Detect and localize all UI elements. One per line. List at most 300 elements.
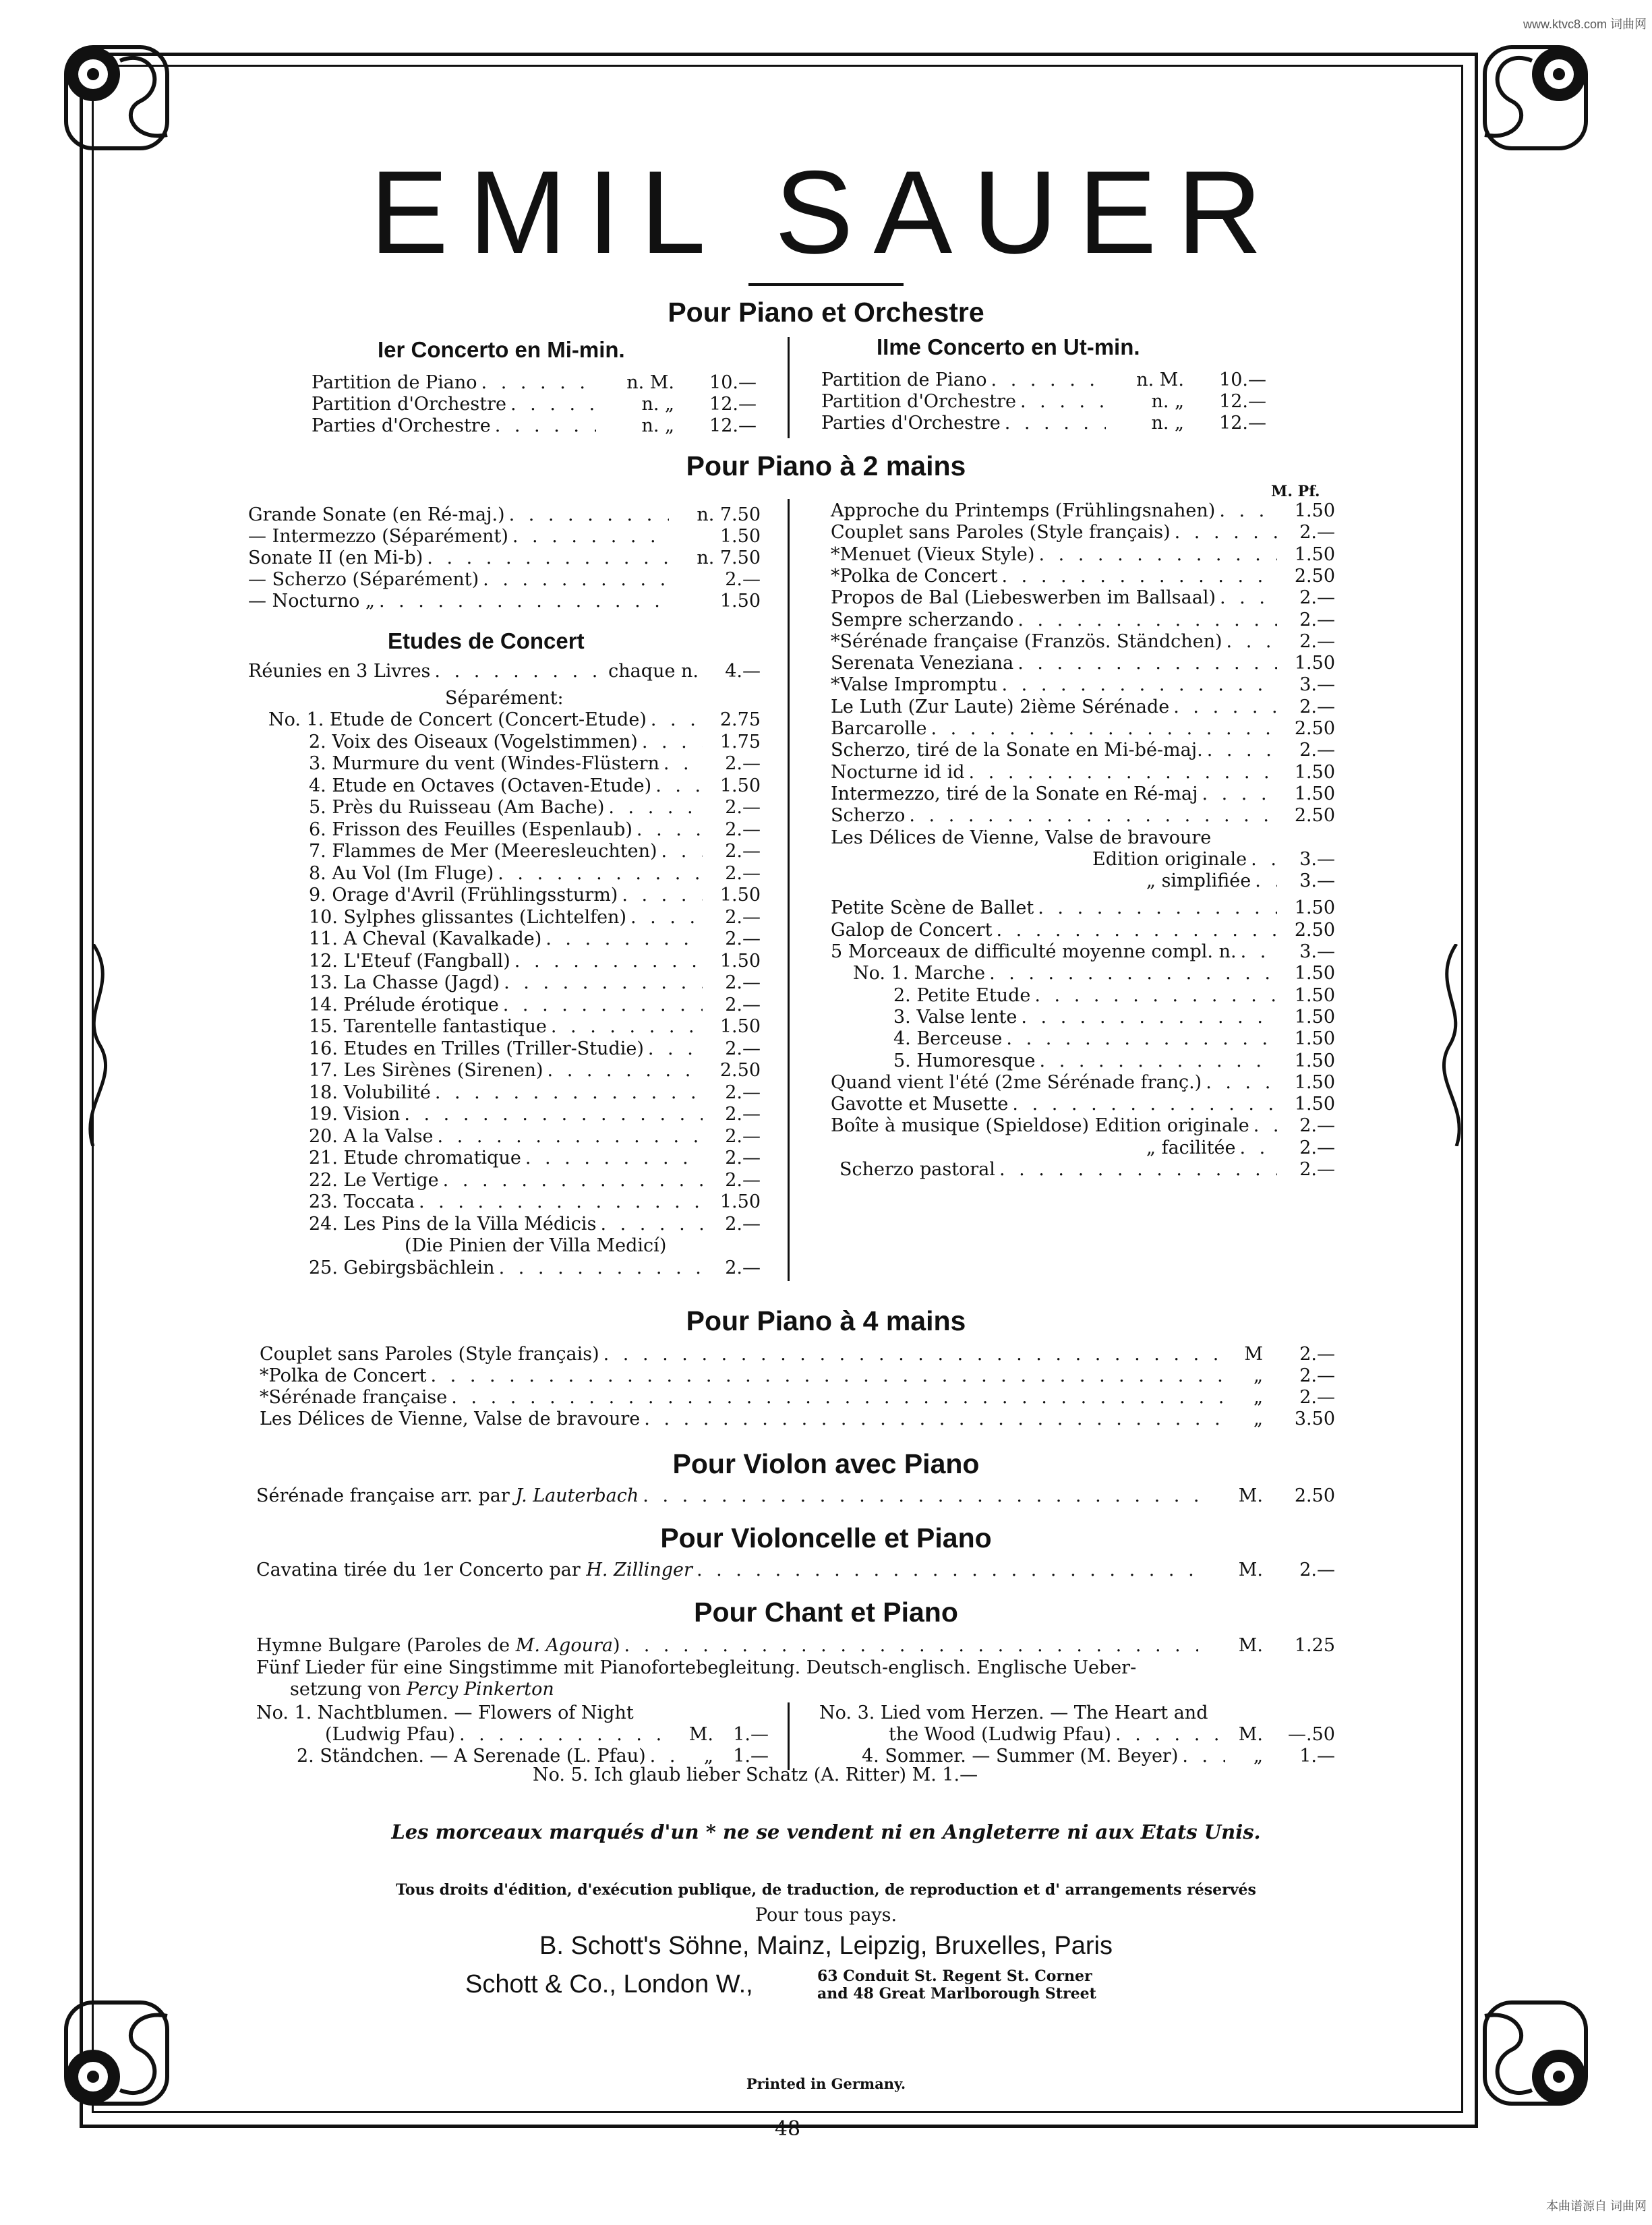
entry-price: 2.— [1299, 696, 1335, 717]
entry-title: *Polka de Concert [831, 565, 998, 587]
etude-row [309, 1038, 761, 1060]
entry-title: „ facilitée [1146, 1137, 1236, 1158]
printed-in-germany: Printed in Germany. [746, 2075, 906, 2092]
entry-mark: n. M. [626, 372, 674, 393]
entry-title: *Valse Impromptu [831, 674, 998, 696]
etude-row [309, 1104, 761, 1125]
leader-dots [1038, 897, 1277, 919]
piece-row [831, 941, 1335, 963]
piece-row [893, 1050, 1335, 1072]
etude-row [309, 753, 761, 775]
entry-mark: „ [1253, 1408, 1263, 1429]
entry-title: 15. Tarentelle fantastique [309, 1016, 547, 1037]
entry-title: *Menuet (Vieux Style) [831, 543, 1035, 565]
leader-dots [498, 863, 703, 885]
entry-title: 18. Volubilité [309, 1081, 431, 1103]
entry-title: 23. Toccata [309, 1191, 415, 1212]
piece-row [831, 718, 1335, 740]
entry-price: 2.— [1299, 1344, 1335, 1365]
entry-title: *Polka de Concert [260, 1365, 427, 1386]
leader-dots [481, 372, 596, 394]
rose-ornament-icon [1471, 34, 1599, 162]
leader-dots [651, 709, 703, 731]
four-hands-row [260, 1408, 1335, 1430]
entry-mark: „ [704, 1746, 713, 1767]
entry-price: 2.— [725, 753, 761, 774]
leader-dots [1038, 544, 1277, 566]
entry-price: 1.75 [719, 731, 761, 752]
leader-dots [642, 732, 703, 753]
piece-row [893, 985, 1335, 1007]
piece-row [831, 544, 1335, 566]
entry-title: 25. Gebirgsbächlein [309, 1257, 495, 1278]
concerto1-row [312, 394, 757, 415]
entry-price: 2.50 [1294, 805, 1335, 827]
leader-dots [512, 526, 669, 547]
etude-row [309, 928, 761, 950]
entry-price: 1.50 [719, 526, 761, 547]
entry-mark: n. M. [1136, 369, 1184, 390]
entry-title: 11. A Cheval (Kavalkade) [309, 928, 542, 949]
leader-dots [1219, 500, 1277, 522]
entry-title: (Ludwig Pfau) [325, 1724, 455, 1745]
entry-mark: n. „ [641, 415, 674, 436]
leader-dots [989, 963, 1277, 984]
entry-price: 3.50 [1294, 1408, 1335, 1429]
etude-row [309, 819, 761, 841]
entry-price: 12.— [1219, 391, 1266, 412]
four-hands-row [260, 1344, 1335, 1365]
leader-dots [1240, 1137, 1278, 1159]
piece-row [831, 610, 1335, 631]
piece-row [1146, 870, 1335, 892]
entry-price: 2.— [725, 1125, 761, 1147]
leader-dots [1012, 1094, 1277, 1115]
entry-price: 2.— [725, 1038, 761, 1059]
entry-price: 2.— [725, 994, 761, 1015]
piece-row [831, 805, 1335, 827]
entry-title: „ simplifiée [1146, 870, 1251, 892]
sonata-row [248, 569, 761, 591]
address-line-1: 63 Conduit St. Regent St. Corner [817, 1967, 1092, 1985]
entry-title: Les Délices de Vienne, Valse de bravoure [260, 1408, 641, 1429]
leader-dots [931, 718, 1277, 740]
leader-dots [999, 1159, 1277, 1181]
leader-dots [630, 907, 703, 928]
piece-row [1146, 1137, 1335, 1159]
etude-row [309, 775, 761, 797]
entry-title: Galop de Concert [831, 919, 993, 941]
piece-row [831, 674, 1335, 696]
column-divider [788, 337, 790, 438]
entry-price: 2.— [725, 819, 761, 840]
piece-row [1092, 849, 1335, 870]
entry-title: Parties d'Orchestre [821, 413, 1001, 434]
watermark-bottom: 本曲谱源自 词曲网 [1545, 2199, 1647, 2213]
entry-title: Nocturne id id [831, 761, 965, 783]
piece-row [831, 1094, 1335, 1115]
rights-countries: Pour tous pays. [755, 1905, 897, 1926]
entry-price: 3.— [1299, 674, 1335, 696]
leader-dots [1002, 566, 1277, 587]
song-row [889, 1724, 1335, 1746]
leader-dots [1253, 1115, 1277, 1137]
entry-title: Les Délices de Vienne, Valse de bravoure [831, 827, 1212, 848]
entry-price: 2.50 [1294, 718, 1335, 739]
etude-row [309, 1148, 761, 1169]
entry-title: 10. Sylphes glissantes (Lichtelfen) [309, 906, 626, 928]
violin-row: Sérénade française arr. par J. Lauterbach . . . M. 2.50 [256, 1485, 1335, 1507]
leader-dots [525, 1148, 703, 1169]
piece-row [831, 827, 1335, 849]
entry-title: No. 1. Marche [853, 963, 986, 984]
entry-title: 4. Sommer. — Summer (M. Beyer) [862, 1746, 1179, 1767]
entry-title: 16. Etudes en Trilles (Triller-Studie) [309, 1038, 644, 1059]
entry-title: 7. Flammes de Mer (Meeresleuchten) [309, 841, 657, 862]
leader-dots [1227, 631, 1277, 653]
entry-price: 1.— [733, 1724, 769, 1745]
entry-title: Quand vient l'été (2me Sérénade franç.) [831, 1071, 1202, 1093]
entry-price: 1.50 [719, 1016, 761, 1037]
leader-dots [434, 661, 600, 682]
watermark-top: www.ktvc8.com 词曲网 [1523, 18, 1647, 31]
entry-price: 2.50 [1294, 919, 1335, 941]
song-row [325, 1724, 769, 1746]
entry-title: Grande Sonate (en Ré-maj.) [248, 504, 505, 525]
leader-dots [495, 415, 596, 437]
piece-row [831, 631, 1335, 653]
entry-title: 17. Les Sirènes (Sirenen) [309, 1060, 543, 1081]
leader-dots [608, 797, 703, 819]
entry-title: 12. L'Eteuf (Fangball) [309, 950, 510, 972]
entry-price: 2.— [1299, 740, 1335, 761]
leader-dots [1017, 610, 1277, 631]
piece-row [831, 522, 1335, 543]
entry-title: Approche du Printemps (Frühlingsnahen) [831, 500, 1216, 521]
entry-price: 2.— [1299, 587, 1335, 609]
entry-title: (Die Pinien der Villa Medicí) [405, 1235, 667, 1256]
etude-row [268, 709, 761, 731]
lieder-translation: setzung von Percy Pinkerton [290, 1679, 554, 1700]
leader-dots [655, 775, 703, 797]
entry-mark: n. „ [641, 394, 674, 415]
page-number: 48 [774, 2117, 801, 2141]
entry-price: 2.— [725, 1081, 761, 1103]
rights-notice: Tous droits d'édition, d'exécution publique, de traduction, de reproduction et d' arrangements réservés [396, 1881, 1256, 1899]
sonata-row [248, 547, 761, 569]
concerto2-row [821, 391, 1266, 413]
sonata-row [248, 526, 761, 547]
entry-price: 1.50 [1294, 500, 1335, 521]
entry-mark: chaque n. [608, 661, 699, 682]
entry-title: Scherzo, tiré de la Sonate en Mi-bé-maj. [831, 740, 1203, 761]
entry-price: 2.— [725, 1257, 761, 1278]
lieder-description: Fünf Lieder für eine Singstimme mit Pianofortebegleitung. Deutsch-englisch. Englische Ueber- [256, 1657, 1137, 1678]
leader-dots [637, 819, 703, 841]
entry-price: 10.— [1219, 369, 1266, 390]
leader-dots [438, 1126, 703, 1148]
song-5: No. 5. Ich glaub lieber Schatz (A. Ritter) M. 1.— [533, 1764, 978, 1785]
entry-title: *Sérénade française (Französ. Ständchen) [831, 630, 1222, 652]
entry-mark: „ [1253, 1387, 1263, 1408]
leader-dots [1020, 391, 1106, 413]
entry-title: — Scherzo (Séparément) [248, 569, 479, 590]
entry-title: 14. Prélude érotique [309, 994, 499, 1015]
cello-row: Cavatina tirée du 1er Concerto par H. Zillinger . . . M. 2.— [256, 1560, 1335, 1581]
entry-title: 5. Humoresque [893, 1050, 1036, 1071]
etude-row [405, 1235, 761, 1257]
entry-title: *Sérénade française [260, 1387, 448, 1408]
leader-dots [1040, 1050, 1277, 1072]
leader-dots [909, 805, 1277, 827]
heading-violon: Pour Violon avec Piano [672, 1448, 980, 1479]
entry-title: Réunies en 3 Livres [248, 661, 431, 682]
composer-title: EMIL SAUER [370, 147, 1282, 278]
leader-dots [427, 547, 669, 569]
entry-price: 1.50 [719, 885, 761, 906]
entry-price: 2.— [1299, 1365, 1335, 1386]
leader-dots [503, 995, 703, 1016]
leader-dots [969, 762, 1277, 783]
piece-row [831, 740, 1335, 761]
leader-dots [379, 591, 669, 612]
leader-dots [1251, 849, 1277, 870]
entry-title: Scherzo [831, 805, 906, 827]
entry-price: 1.50 [1294, 761, 1335, 783]
entry-title: Sempre scherzando [831, 609, 1014, 630]
four-hands-row [260, 1387, 1335, 1408]
entry-price: 2.— [1299, 522, 1335, 543]
leader-dots [551, 1016, 703, 1038]
entry-title: 2. Voix des Oiseaux (Vogelstimmen) [309, 731, 638, 752]
heading-piano-2-mains: Pour Piano à 2 mains [686, 450, 966, 481]
side-ornament-left-icon [80, 944, 120, 1146]
entry-price: 2.— [725, 1148, 761, 1168]
entry-price: 2.— [1299, 1387, 1335, 1408]
concerto2-title: IIme Concerto en Ut-min. [877, 334, 1140, 359]
four-hands-row [260, 1365, 1335, 1387]
publisher-london: Schott & Co., London W., [465, 1970, 753, 1998]
entry-title: 8. Au Vol (Im Fluge) [309, 862, 494, 884]
heading-piano-4-mains: Pour Piano à 4 mains [686, 1305, 966, 1336]
entry-mark: n. „ [1151, 391, 1184, 412]
entry-title: 5 Morceaux de difficulté moyenne compl. n. [831, 941, 1237, 962]
entry-title: 20. A la Valse [309, 1125, 434, 1147]
leader-dots [1202, 783, 1277, 805]
column-divider [788, 499, 790, 1281]
heading-piano-orchestre: Pour Piano et Orchestre [668, 297, 984, 328]
etude-row [309, 863, 761, 885]
entry-price: 4.— [725, 661, 761, 682]
leader-dots [419, 1191, 703, 1213]
entry-price: 12.— [709, 415, 757, 436]
leader-dots [622, 885, 703, 906]
etude-row [309, 885, 761, 906]
entry-mark: „ [1253, 1746, 1263, 1767]
rose-ornament-icon [1471, 1989, 1599, 2117]
leader-dots [548, 1060, 703, 1081]
entry-price: 12.— [709, 394, 757, 415]
entry-price: 3.— [1299, 941, 1335, 962]
entry-price: 10.— [709, 372, 757, 393]
entry-price: 1.50 [719, 591, 761, 612]
entry-price: 2.50 [719, 1060, 761, 1081]
entry-price: 1.50 [1294, 543, 1335, 565]
entry-price: 1.50 [1294, 1050, 1335, 1071]
leader-dots [1206, 1072, 1277, 1094]
entry-title: Parties d'Orchestre [312, 415, 491, 436]
etude-row [309, 841, 761, 862]
entry-title: Boîte à musique (Spieldose) Edition originale [831, 1115, 1249, 1137]
footnote: Les morceaux marqués d'un * ne se vendent ni en Angleterre ni aux Etats Unis. [391, 1820, 1261, 1843]
etude-row [309, 1191, 761, 1213]
entry-title: No. 1. Nachtblumen. — Flowers of Night [256, 1702, 634, 1723]
leader-dots [663, 753, 703, 775]
entry-mark [1229, 1702, 1263, 1724]
piece-row [831, 897, 1335, 919]
title-rule [748, 283, 904, 286]
entry-title: Gavotte et Musette [831, 1094, 1009, 1115]
leader-dots [483, 569, 669, 591]
leader-dots [1175, 522, 1277, 543]
etude-row [309, 995, 761, 1016]
address-line-2: and 48 Great Marlborough Street [817, 1985, 1096, 2002]
etude-row [309, 1257, 761, 1279]
entry-mark: n. „ [1151, 413, 1184, 434]
piece-row [831, 1115, 1335, 1137]
entry-price [721, 1702, 769, 1724]
entry-price: 2.— [725, 569, 761, 590]
entry-title: Edition originale [1092, 848, 1247, 870]
leader-dots [1220, 587, 1277, 609]
concerto2-row [821, 413, 1266, 434]
entry-title: No. 3. Lied vom Herzen. — The Heart and [819, 1702, 1208, 1723]
piece-row [831, 566, 1335, 587]
entry-price: 2.— [1299, 1115, 1335, 1137]
leader-dots [1002, 674, 1277, 696]
entry-price: 3.— [1299, 870, 1335, 892]
leader-dots [545, 928, 703, 950]
rose-ornament-icon [53, 1989, 181, 2117]
entry-price: 2.— [725, 928, 761, 949]
entry-price: 1.50 [1294, 1071, 1335, 1093]
leader-dots [459, 1724, 676, 1746]
heading-chant: Pour Chant et Piano [694, 1597, 958, 1628]
entry-price: —.50 [1288, 1724, 1335, 1745]
entry-price: 1.50 [1294, 897, 1335, 919]
entry-price: 2.— [1299, 1159, 1335, 1180]
entry-title: No. 1. Etude de Concert (Concert-Etude) [268, 709, 647, 730]
leader-dots [1017, 653, 1277, 674]
entry-price: 12.— [1219, 413, 1266, 434]
piece-row [839, 1159, 1335, 1181]
entry-price: 2.— [725, 906, 761, 928]
entry-title: 21. Etude chromatique [309, 1148, 521, 1168]
entry-title: Partition de Piano [312, 372, 477, 393]
etude-row [309, 1170, 761, 1191]
entry-title: 2. Petite Etude [893, 984, 1031, 1006]
leader-dots [991, 369, 1106, 391]
entry-price: 3.— [1299, 848, 1335, 870]
piece-row [831, 653, 1335, 674]
entry-price: 1.50 [1294, 963, 1335, 984]
column-divider [788, 1702, 790, 1770]
entry-price: 2.— [1299, 630, 1335, 652]
entry-price [707, 1235, 761, 1257]
publisher-main: B. Schott's Söhne, Mainz, Leipzig, Bruxelles, Paris [539, 1932, 1113, 1960]
entry-title: Partition d'Orchestre [312, 394, 506, 415]
etude-row [309, 732, 761, 753]
entry-price: 1.50 [1294, 984, 1335, 1006]
entry-mark: M. [688, 1724, 713, 1745]
concerto2-row [821, 369, 1266, 391]
entry-price: 2.50 [1294, 565, 1335, 587]
leader-dots [1115, 1724, 1225, 1746]
entry-price: 2.75 [719, 709, 761, 730]
etude-row [309, 951, 761, 972]
entry-title: 4. Berceuse [893, 1028, 1003, 1050]
piece-row [831, 920, 1335, 941]
leader-dots [443, 1170, 703, 1191]
entry-price: 1.50 [1294, 1006, 1335, 1028]
etudes-heading: Etudes de Concert [388, 628, 585, 653]
etude-row [309, 1060, 761, 1081]
concerto1-title: Ier Concerto en Mi-min. [378, 337, 625, 362]
etude-row [309, 907, 761, 928]
entry-title: Partition d'Orchestre [821, 391, 1016, 412]
entry-price: 1.— [1299, 1746, 1335, 1767]
entry-title: 4. Etude en Octaves (Octaven-Etude) [309, 775, 652, 796]
leader-dots [603, 1344, 1225, 1365]
entry-price: 2.— [1299, 1137, 1335, 1158]
entry-price: 2.— [725, 972, 761, 993]
entry-mark: „ [1253, 1365, 1263, 1386]
leader-dots [1005, 413, 1106, 434]
entry-title: — Intermezzo (Séparément) [248, 526, 508, 547]
entry-title: Couplet sans Paroles (Style français) [260, 1344, 599, 1365]
entry-title: Petite Scène de Ballet [831, 897, 1034, 919]
rose-ornament-icon [53, 34, 181, 162]
leader-dots [510, 394, 596, 415]
leader-dots [661, 841, 703, 862]
song-row [819, 1702, 1335, 1724]
leader-dots [1173, 696, 1277, 718]
piece-row [831, 783, 1335, 805]
leader-dots [1207, 740, 1277, 761]
entry-price: 2.— [725, 862, 761, 884]
piece-row [831, 696, 1335, 718]
sonata-row [248, 504, 761, 526]
entry-price: 2.— [725, 1104, 761, 1125]
leader-dots [1182, 1746, 1225, 1767]
entry-price: 2.— [725, 841, 761, 862]
entry-title: 5. Près du Ruisseau (Am Bache) [309, 797, 605, 818]
entry-title: Partition de Piano [821, 369, 987, 390]
etudes-reunies-row [248, 661, 761, 682]
entry-title: 9. Orage d'Avril (Frühlingssturm) [309, 885, 618, 906]
separement-label: Séparément: [445, 688, 564, 709]
sonata-row [248, 591, 761, 612]
entry-price: 1.50 [1294, 783, 1335, 804]
etude-row [309, 972, 761, 994]
entry-price: 2.— [725, 1213, 761, 1235]
leader-dots [431, 1365, 1225, 1387]
entry-price: n. 7.50 [697, 504, 761, 525]
leader-dots [509, 504, 669, 526]
col-header-m-pf: M. Pf. [1271, 483, 1320, 500]
entry-title: 24. Les Pins de la Villa Médicis [309, 1213, 597, 1235]
leader-dots [1006, 1028, 1277, 1050]
